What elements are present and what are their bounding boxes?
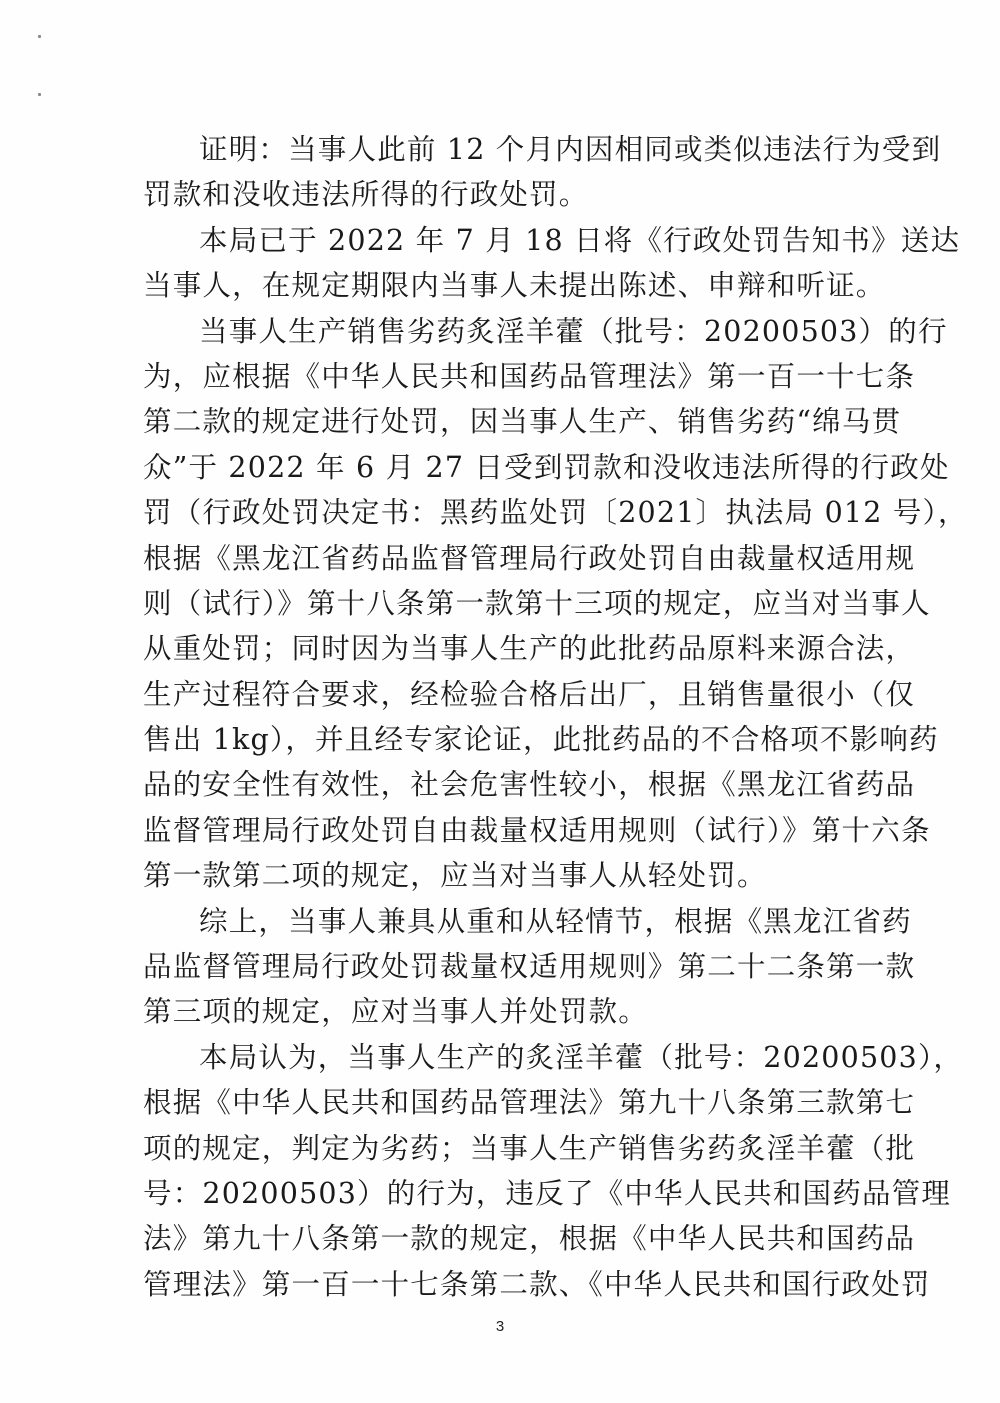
text-line: 法》第九十八条第一款的规定，根据《中华人民共和国药品: [143, 1222, 916, 1256]
paragraph-2: [143, 218, 961, 309]
text-line: 第三项的规定，应对当事人并处罚款。: [143, 995, 648, 1029]
text-line: 罚款和没收违法所得的行政处罚。: [143, 178, 589, 212]
text-line: 管理法》第一百一十七条第二款、《中华人民共和国行政处罚: [143, 1267, 931, 1301]
text-line: 罚（行政处罚决定书：黑药监处罚〔2021〕执法局 012 号），: [143, 496, 968, 530]
text-line: 品监督管理局行政处罚裁量权适用规则》第二十二条第一款: [143, 950, 916, 984]
text-line: 号：20200503）的行为，违反了《中华人民共和国药品管理: [143, 1176, 952, 1210]
text-line: 售出 1kg），并且经专家论证，此批药品的不合格项不影响药: [143, 723, 939, 757]
text-line: 为，应根据《中华人民共和国药品管理法》第一百一十七条: [143, 359, 916, 393]
paragraph-4: [143, 899, 916, 1035]
text-line: 证明：当事人此前 12 个月内因相同或类似违法行为受到: [199, 133, 942, 166]
scan-speck: [38, 35, 41, 38]
paragraph-5: [143, 1035, 964, 1307]
text-line: 众”于 2022 年 6 月 27 日受到罚款和没收违法所得的行政处: [143, 450, 950, 484]
text-line: 本局认为，当事人生产的炙淫羊藿（批号：20200503），: [199, 1040, 964, 1074]
text-line: 监督管理局行政处罚自由裁量权适用规则（试行）》第十六条: [143, 813, 931, 847]
text-line: 第二款的规定进行处罚，因当事人生产、销售劣药“绵马贯: [143, 405, 902, 439]
paragraph-3: [143, 309, 968, 899]
text-line: 综上，当事人兼具从重和从轻情节，根据《黑龙江省药: [199, 904, 912, 938]
text-line: 从重处罚；同时因为当事人生产的此批药品原料来源合法，: [143, 632, 916, 666]
text-line: 当事人，在规定期限内当事人未提出陈述、申辩和听证。: [143, 269, 886, 303]
document-body: [143, 127, 968, 1307]
text-line: 本局已于 2022 年 7 月 18 日将《行政处罚告知书》送达: [199, 223, 961, 257]
text-line: 生产过程符合要求，经检验合格后出厂，且销售量很小（仅: [143, 677, 916, 711]
text-line: 则（试行）》第十八条第一款第十三项的规定，应当对当事人: [143, 586, 931, 620]
text-line: 根据《黑龙江省药品监督管理局行政处罚自由裁量权适用规: [143, 541, 916, 575]
text-line: 第一款第二项的规定，应当对当事人从轻处罚。: [143, 859, 767, 893]
text-line: 当事人生产销售劣药炙淫羊藿（批号：20200503）的行: [199, 314, 948, 348]
paragraph-1: [143, 127, 942, 218]
text-line: 项的规定，判定为劣药；当事人生产销售劣药炙淫羊藿（批: [143, 1131, 916, 1165]
text-line: 品的安全性有效性，社会危害性较小，根据《黑龙江省药品: [143, 768, 916, 802]
scan-speck: [38, 93, 41, 96]
page-number: 3: [495, 1318, 505, 1335]
text-line: 根据《中华人民共和国药品管理法》第九十八条第三款第七: [143, 1086, 916, 1120]
